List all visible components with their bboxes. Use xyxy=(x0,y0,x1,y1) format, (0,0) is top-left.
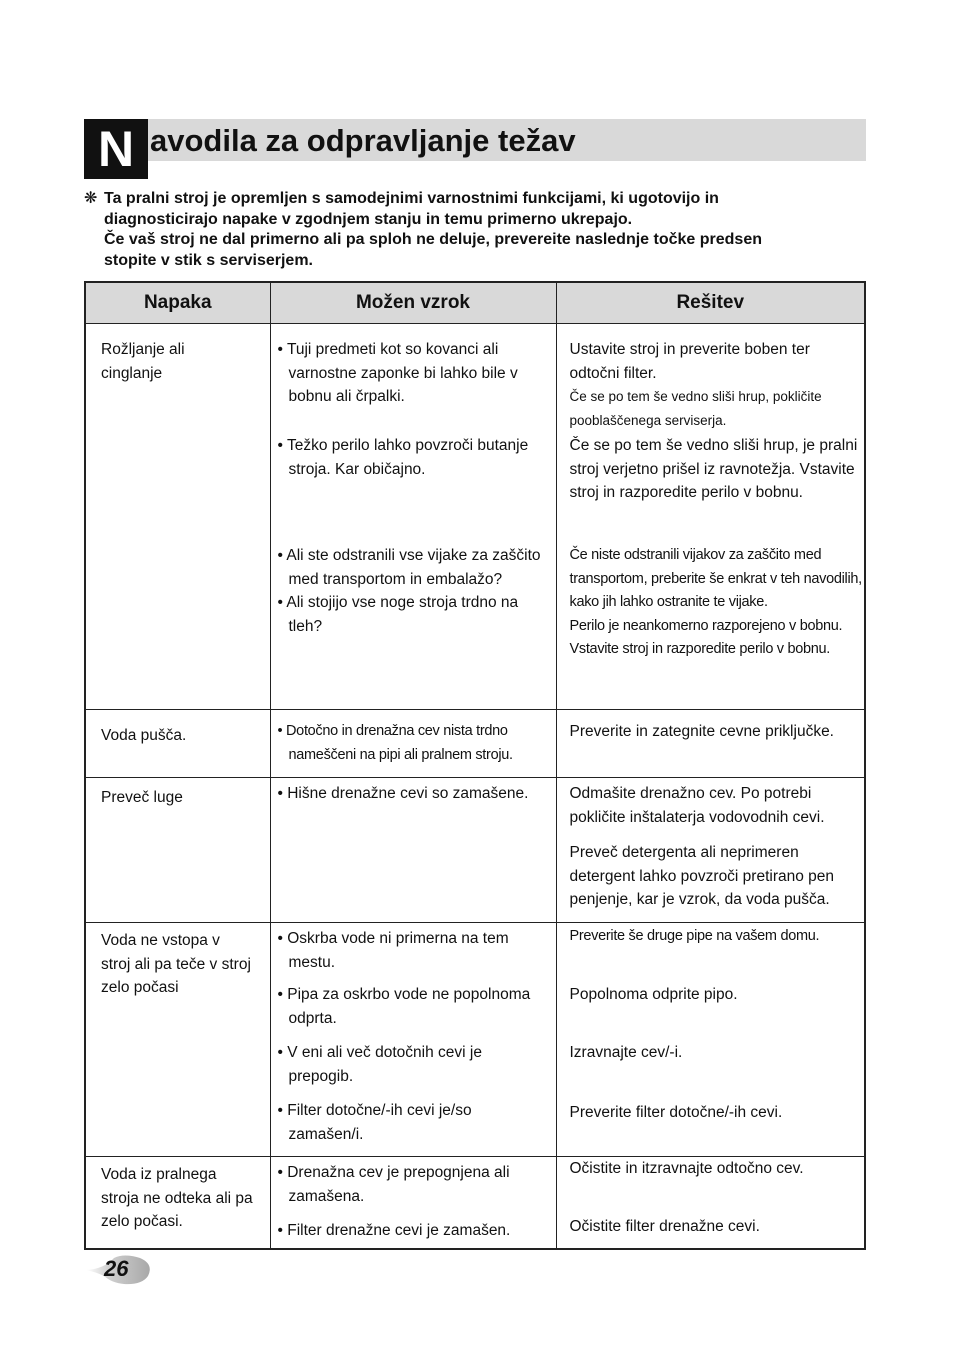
cause-cell: • Drenažna cev je prepognjena ali zamašena. • Filter drenažne cevi je zamašen. xyxy=(270,1157,556,1249)
intro-line-2: diagnosticirajo napake v zgodnjem stanju in temu primerno ukrepajo. xyxy=(104,210,633,228)
cause-cell: • Oskrba vode ni primerna na tem mestu. • Pipa za oskrbo vode ne popolnoma odprta. • V eni ali več dotočnih cevi je prepogib. • Filter dotočne/-ih cevi je/so zamašen/i. xyxy=(270,923,556,1157)
cause-cell: • Hišne drenažne cevi so zamašene. xyxy=(270,778,556,923)
problem-cell: Preveč luge xyxy=(85,778,270,923)
intro-line-1: Ta pralni stroj je opremljen s samodejnimi varnostnimi funkcijami, ki ugotovijo in xyxy=(104,190,719,207)
table-row xyxy=(85,1157,865,1249)
table-header-row xyxy=(85,282,865,324)
problem-cell: Voda ne vstopa v stroj ali pa teče v stroj zelo počasi xyxy=(85,923,270,1157)
table-row xyxy=(85,778,865,923)
page-number: 26 xyxy=(104,1256,129,1281)
table-row xyxy=(85,324,865,710)
solution-cell: Preverite še druge pipe na vašem domu. Popolnoma odprite pipo. Izravnajte cev/-i. Preverite filter dotočne/-ih cevi. xyxy=(556,923,865,1157)
solution-cell: Odmašite drenažno cev. Po potrebi pokličite inštalaterja vodovodnih cevi. Preveč detergenta ali neprimeren detergent lahko povzroči pretirano pen penjenje, kar je vzrok, da voda pušča. xyxy=(556,778,865,923)
solution-cell: Ustavite stroj in preverite boben ter odtočni filter. Če se po tem še vedno sliši hrup, pokličite pooblaščenega serviserja. Če se po tem še vedno sliši hrup, je pralni stroj verjetno prišel iz ravnotežja. Vstavite stroj in razporedite perilo v bobnu. Če niste odstranili vijakov za zaščito med transportom, preberite še enkrat v teh navodilih, kako jih lahko ostranite te vijake. Perilo je neankomerno razporejeno v bobnu. Vstavite stroj in razporedite perilo v bobnu. xyxy=(556,324,865,710)
cause-cell: • Tuji predmeti kot so kovanci ali varnostne zaponke bi lahko bile v bobnu ali črpalki. • Težko perilo lahko povzroči butanje stroja. Kar običajno. • Ali ste odstranili vse vijake za zaščito med transportom in embalažo? • Ali stojijo vse noge stroja trdno na tleh? xyxy=(270,324,556,710)
table-row xyxy=(85,923,865,1157)
asterisk-icon: ❋ xyxy=(84,190,98,207)
solution-cell: Preverite in zategnite cevne priključke. xyxy=(556,710,865,778)
header-napaka: Napaka xyxy=(85,282,270,324)
title-initial: N xyxy=(84,119,148,179)
troubleshooting-table xyxy=(84,281,866,1250)
intro-note xyxy=(84,189,864,271)
problem-cell: Voda pušča. xyxy=(85,710,270,778)
cause-cell: • Dotočno in drenažna cev nista trdno nameščeni na pipi ali pralnem stroju. xyxy=(270,710,556,778)
problem-cell: Rožljanje ali cinglanje xyxy=(85,324,270,710)
table-row xyxy=(85,710,865,778)
intro-line-3: Če vaš stroj ne dal primerno ali pa sploh ne deluje, prevereite naslednje točke predsen xyxy=(104,231,762,248)
intro-line-4: stopite v stik s serviserjem. xyxy=(104,251,313,269)
problem-cell: Voda iz pralnega stroja ne odteka ali pa zelo počasi. xyxy=(85,1157,270,1249)
header-resitev: Rešitev xyxy=(556,282,865,324)
solution-cell: Očistite in itzravnajte odtočno cev. Očistite filter drenažne cevi. xyxy=(556,1157,865,1249)
page-title: avodila za odpravljanje težav xyxy=(150,123,576,158)
header-mozen-vzrok: Možen vzrok xyxy=(270,282,556,324)
